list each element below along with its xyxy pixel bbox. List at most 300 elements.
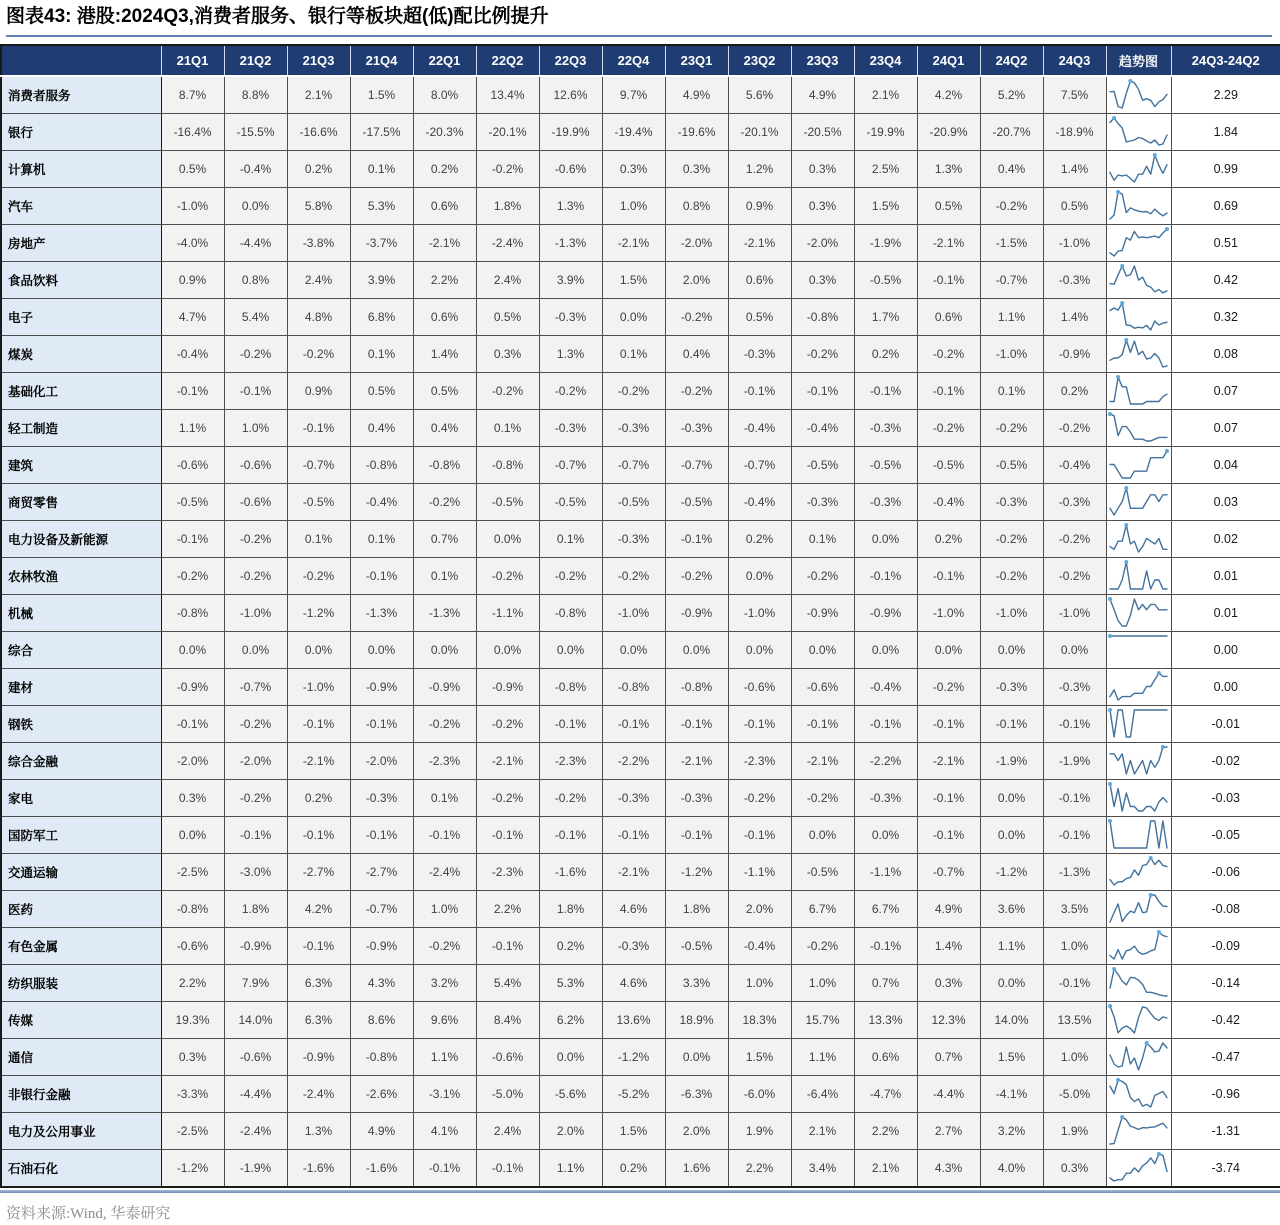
sparkline-cell: [1106, 779, 1171, 816]
value-cell: 0.0%: [602, 298, 665, 335]
value-cell: 0.0%: [854, 631, 917, 668]
table-row: [1, 557, 1280, 594]
value-cell: 1.5%: [854, 187, 917, 224]
value-cell: 0.0%: [980, 779, 1043, 816]
value-cell: 2.1%: [854, 76, 917, 114]
value-cell: -0.2%: [665, 372, 728, 409]
value-cell: -0.3%: [854, 779, 917, 816]
value-cell: -1.9%: [854, 224, 917, 261]
value-cell: -2.1%: [917, 742, 980, 779]
sector-label-cell: 商贸零售: [1, 483, 161, 520]
value-cell: -0.6%: [224, 446, 287, 483]
value-cell: -0.3%: [1043, 261, 1106, 298]
value-cell: 2.0%: [665, 261, 728, 298]
value-cell: 0.0%: [665, 1038, 728, 1075]
value-cell: -0.2%: [980, 409, 1043, 446]
value-cell: 0.6%: [917, 298, 980, 335]
value-cell: -1.1%: [728, 853, 791, 890]
value-cell: 0.0%: [224, 187, 287, 224]
value-cell: 0.0%: [476, 520, 539, 557]
value-cell: 3.4%: [791, 1149, 854, 1187]
value-cell: -0.9%: [224, 927, 287, 964]
change-cell: 0.51: [1171, 224, 1280, 261]
value-cell: 7.9%: [224, 964, 287, 1001]
value-cell: 0.0%: [728, 557, 791, 594]
value-cell: -2.3%: [539, 742, 602, 779]
change-cell: 0.04: [1171, 446, 1280, 483]
trend-sparkline: [1107, 151, 1170, 186]
value-cell: 13.5%: [1043, 1001, 1106, 1038]
sector-label-cell: 食品饮料: [1, 261, 161, 298]
change-cell: 0.07: [1171, 409, 1280, 446]
value-cell: -0.1%: [917, 557, 980, 594]
value-cell: 0.2%: [413, 150, 476, 187]
sparkline-cell: [1106, 446, 1171, 483]
page-title: 图表43: 港股:2024Q3,消费者服务、银行等板块超(低)配比例提升: [6, 6, 549, 27]
change-cell: -0.47: [1171, 1038, 1280, 1075]
change-cell: -0.05: [1171, 816, 1280, 853]
value-cell: 9.6%: [413, 1001, 476, 1038]
value-cell: -0.4%: [224, 150, 287, 187]
value-cell: 1.1%: [161, 409, 224, 446]
sector-label-cell: 基础化工: [1, 372, 161, 409]
value-cell: -20.1%: [476, 113, 539, 150]
value-cell: -1.3%: [413, 594, 476, 631]
value-cell: -0.2%: [791, 335, 854, 372]
value-cell: -0.6%: [224, 1038, 287, 1075]
value-cell: 0.1%: [413, 557, 476, 594]
value-cell: -1.0%: [917, 594, 980, 631]
sparkline-cell: [1106, 1001, 1171, 1038]
value-cell: -4.4%: [224, 224, 287, 261]
column-header: 22Q4: [602, 45, 665, 76]
value-cell: 1.5%: [980, 1038, 1043, 1075]
sparkline-cell: [1106, 927, 1171, 964]
value-cell: -0.1%: [287, 816, 350, 853]
value-cell: -0.2%: [602, 557, 665, 594]
change-cell: -0.02: [1171, 742, 1280, 779]
value-cell: 0.0%: [980, 816, 1043, 853]
value-cell: 1.5%: [602, 261, 665, 298]
sector-label-cell: 医药: [1, 890, 161, 927]
value-cell: 0.5%: [161, 150, 224, 187]
value-cell: -0.1%: [161, 705, 224, 742]
value-cell: 1.1%: [980, 298, 1043, 335]
value-cell: -0.2%: [980, 187, 1043, 224]
value-cell: -0.3%: [854, 409, 917, 446]
value-cell: 14.0%: [980, 1001, 1043, 1038]
table-row: [1, 224, 1280, 261]
value-cell: -0.2%: [917, 335, 980, 372]
value-cell: -0.1%: [791, 705, 854, 742]
sector-label-cell: 消费者服务: [1, 76, 161, 114]
value-cell: -2.7%: [287, 853, 350, 890]
value-cell: 0.3%: [1043, 1149, 1106, 1187]
value-cell: 18.3%: [728, 1001, 791, 1038]
trend-sparkline: [1107, 1002, 1170, 1037]
column-header: 21Q1: [161, 45, 224, 76]
sparkline-cell: [1106, 1112, 1171, 1149]
value-cell: -4.1%: [980, 1075, 1043, 1112]
value-cell: 1.8%: [224, 890, 287, 927]
value-cell: -20.7%: [980, 113, 1043, 150]
table-row: [1, 631, 1280, 668]
value-cell: -0.1%: [1043, 964, 1106, 1001]
value-cell: -1.0%: [980, 335, 1043, 372]
sparkline-cell: [1106, 1149, 1171, 1187]
value-cell: -0.1%: [728, 372, 791, 409]
value-cell: 1.1%: [980, 927, 1043, 964]
sparkline-cell: [1106, 150, 1171, 187]
table-row: [1, 261, 1280, 298]
trend-sparkline: [1107, 410, 1170, 445]
value-cell: -0.7%: [224, 668, 287, 705]
value-cell: 0.1%: [980, 372, 1043, 409]
value-cell: -0.1%: [224, 816, 287, 853]
value-cell: 0.1%: [287, 520, 350, 557]
column-header: 21Q4: [350, 45, 413, 76]
value-cell: -2.5%: [161, 1112, 224, 1149]
value-cell: -19.4%: [602, 113, 665, 150]
value-cell: -2.1%: [413, 224, 476, 261]
value-cell: 2.0%: [728, 890, 791, 927]
trend-sparkline: [1107, 965, 1170, 1000]
value-cell: 6.8%: [350, 298, 413, 335]
value-cell: -1.0%: [1043, 224, 1106, 261]
value-cell: 4.6%: [602, 964, 665, 1001]
value-cell: -0.1%: [980, 705, 1043, 742]
value-cell: -2.1%: [728, 224, 791, 261]
value-cell: -20.9%: [917, 113, 980, 150]
value-cell: 4.8%: [287, 298, 350, 335]
value-cell: -0.4%: [728, 409, 791, 446]
change-cell: 0.00: [1171, 631, 1280, 668]
value-cell: 2.7%: [917, 1112, 980, 1149]
sector-allocation-table: [0, 44, 1280, 1188]
value-cell: -0.2%: [539, 557, 602, 594]
table-row: [1, 409, 1280, 446]
table-row: [1, 1075, 1280, 1112]
value-cell: 0.4%: [980, 150, 1043, 187]
value-cell: -0.1%: [854, 372, 917, 409]
value-cell: 1.4%: [1043, 298, 1106, 335]
value-cell: 0.5%: [917, 187, 980, 224]
value-cell: -0.1%: [413, 1149, 476, 1187]
value-cell: -0.7%: [350, 890, 413, 927]
value-cell: -0.3%: [980, 483, 1043, 520]
value-cell: -0.9%: [854, 594, 917, 631]
value-cell: -19.9%: [854, 113, 917, 150]
sparkline-cell: [1106, 742, 1171, 779]
value-cell: -0.7%: [602, 446, 665, 483]
value-cell: 2.2%: [854, 1112, 917, 1149]
change-cell: 1.84: [1171, 113, 1280, 150]
value-cell: 5.8%: [287, 187, 350, 224]
sparkline-cell: [1106, 705, 1171, 742]
value-cell: -6.0%: [728, 1075, 791, 1112]
value-cell: -1.9%: [980, 742, 1043, 779]
value-cell: 1.0%: [413, 890, 476, 927]
value-cell: -2.5%: [161, 853, 224, 890]
change-cell: -0.42: [1171, 1001, 1280, 1038]
change-cell: -0.06: [1171, 853, 1280, 890]
value-cell: -0.8%: [350, 1038, 413, 1075]
value-cell: -0.5%: [665, 483, 728, 520]
source-note: 资料来源:Wind, 华泰研究: [6, 1205, 171, 1222]
trend-sparkline: [1107, 484, 1170, 519]
value-cell: -0.5%: [854, 446, 917, 483]
table-row: [1, 1112, 1280, 1149]
column-header: 22Q2: [476, 45, 539, 76]
table-row: [1, 372, 1280, 409]
value-cell: 7.5%: [1043, 76, 1106, 114]
value-cell: -0.2%: [1043, 409, 1106, 446]
sector-label-cell: 传媒: [1, 1001, 161, 1038]
value-cell: -0.1%: [413, 816, 476, 853]
value-cell: 1.7%: [854, 298, 917, 335]
change-cell: 2.29: [1171, 76, 1280, 114]
value-cell: -0.2%: [476, 150, 539, 187]
trend-sparkline: [1107, 891, 1170, 926]
column-header: 22Q1: [413, 45, 476, 76]
value-cell: 0.7%: [854, 964, 917, 1001]
value-cell: -3.0%: [224, 853, 287, 890]
value-cell: -0.1%: [1043, 705, 1106, 742]
value-cell: -2.3%: [728, 742, 791, 779]
value-cell: -0.2%: [917, 668, 980, 705]
value-cell: 0.3%: [791, 187, 854, 224]
change-cell: -0.14: [1171, 964, 1280, 1001]
value-cell: -1.9%: [1043, 742, 1106, 779]
value-cell: 4.3%: [917, 1149, 980, 1187]
table-row: [1, 890, 1280, 927]
column-header: 24Q2: [980, 45, 1043, 76]
value-cell: -0.2%: [665, 557, 728, 594]
sparkline-cell: [1106, 1075, 1171, 1112]
value-cell: -2.0%: [791, 224, 854, 261]
value-cell: 3.9%: [539, 261, 602, 298]
value-cell: -0.2%: [476, 705, 539, 742]
value-cell: -0.1%: [287, 409, 350, 446]
value-cell: -2.3%: [413, 742, 476, 779]
value-cell: 1.0%: [224, 409, 287, 446]
value-cell: -0.2%: [413, 705, 476, 742]
table-row: [1, 187, 1280, 224]
value-cell: 2.4%: [476, 261, 539, 298]
table-body: [1, 76, 1280, 1187]
value-cell: 1.2%: [728, 150, 791, 187]
value-cell: -0.8%: [161, 890, 224, 927]
value-cell: 14.0%: [224, 1001, 287, 1038]
value-cell: -2.4%: [413, 853, 476, 890]
value-cell: -0.5%: [791, 446, 854, 483]
value-cell: -0.1%: [1043, 816, 1106, 853]
value-cell: 0.4%: [665, 335, 728, 372]
value-cell: -1.6%: [350, 1149, 413, 1187]
value-cell: 6.7%: [791, 890, 854, 927]
value-cell: -0.1%: [917, 261, 980, 298]
value-cell: -0.8%: [413, 446, 476, 483]
value-cell: -0.8%: [350, 446, 413, 483]
value-cell: -0.2%: [539, 372, 602, 409]
sparkline-cell: [1106, 631, 1171, 668]
value-cell: 0.0%: [980, 964, 1043, 1001]
value-cell: 1.0%: [791, 964, 854, 1001]
value-cell: -0.2%: [224, 779, 287, 816]
value-cell: 13.3%: [854, 1001, 917, 1038]
sector-label-cell: 电力设备及新能源: [1, 520, 161, 557]
value-cell: 0.3%: [602, 150, 665, 187]
value-cell: 0.3%: [161, 779, 224, 816]
value-cell: -0.1%: [161, 372, 224, 409]
value-cell: 0.0%: [665, 631, 728, 668]
trend-sparkline: [1107, 780, 1170, 815]
value-cell: -5.0%: [476, 1075, 539, 1112]
value-cell: -6.3%: [665, 1075, 728, 1112]
value-cell: -0.9%: [476, 668, 539, 705]
value-cell: -0.3%: [665, 779, 728, 816]
value-cell: 0.3%: [917, 964, 980, 1001]
value-cell: -0.2%: [413, 483, 476, 520]
sector-label-cell: 计算机: [1, 150, 161, 187]
value-cell: 0.9%: [161, 261, 224, 298]
value-cell: 0.2%: [539, 927, 602, 964]
value-cell: -4.4%: [224, 1075, 287, 1112]
value-cell: 12.3%: [917, 1001, 980, 1038]
value-cell: -0.1%: [476, 816, 539, 853]
trend-sparkline: [1107, 706, 1170, 741]
value-cell: -2.1%: [665, 742, 728, 779]
value-cell: -1.0%: [602, 594, 665, 631]
value-cell: 0.0%: [791, 816, 854, 853]
value-cell: -0.5%: [602, 483, 665, 520]
value-cell: 0.5%: [413, 372, 476, 409]
value-cell: 0.2%: [287, 150, 350, 187]
value-cell: 1.8%: [665, 890, 728, 927]
value-cell: 5.6%: [728, 76, 791, 114]
value-cell: 1.5%: [602, 1112, 665, 1149]
value-cell: 2.0%: [665, 1112, 728, 1149]
value-cell: -0.2%: [791, 927, 854, 964]
value-cell: 3.3%: [665, 964, 728, 1001]
value-cell: -0.8%: [539, 594, 602, 631]
value-cell: -0.5%: [287, 483, 350, 520]
value-cell: 4.2%: [917, 76, 980, 114]
value-cell: 5.3%: [350, 187, 413, 224]
title-divider: [6, 35, 1272, 37]
value-cell: 1.6%: [665, 1149, 728, 1187]
value-cell: -0.1%: [287, 705, 350, 742]
value-cell: 1.3%: [539, 335, 602, 372]
change-cell: -0.08: [1171, 890, 1280, 927]
trend-sparkline: [1107, 225, 1170, 260]
value-cell: -0.2%: [224, 705, 287, 742]
value-cell: -0.5%: [980, 446, 1043, 483]
change-cell: 0.01: [1171, 594, 1280, 631]
value-cell: -5.2%: [602, 1075, 665, 1112]
value-cell: 2.2%: [476, 890, 539, 927]
value-cell: -0.2%: [980, 520, 1043, 557]
change-cell: 0.02: [1171, 520, 1280, 557]
header-row: [1, 45, 1280, 76]
value-cell: -0.5%: [539, 483, 602, 520]
sector-label-cell: 汽车: [1, 187, 161, 224]
value-cell: 8.8%: [224, 76, 287, 114]
value-cell: -0.7%: [665, 446, 728, 483]
value-cell: -1.0%: [287, 668, 350, 705]
value-cell: -0.6%: [728, 668, 791, 705]
value-cell: -0.9%: [413, 668, 476, 705]
value-cell: 0.0%: [728, 631, 791, 668]
value-cell: -0.9%: [791, 594, 854, 631]
value-cell: -0.5%: [917, 446, 980, 483]
value-cell: -0.1%: [917, 372, 980, 409]
value-cell: -0.6%: [791, 668, 854, 705]
value-cell: 1.1%: [413, 1038, 476, 1075]
sparkline-cell: [1106, 335, 1171, 372]
value-cell: -19.6%: [665, 113, 728, 150]
value-cell: -2.4%: [476, 224, 539, 261]
sector-label-cell: 房地产: [1, 224, 161, 261]
value-cell: 0.1%: [413, 779, 476, 816]
value-cell: -17.5%: [350, 113, 413, 150]
value-cell: -0.1%: [791, 372, 854, 409]
value-cell: -1.6%: [287, 1149, 350, 1187]
value-cell: -1.1%: [854, 853, 917, 890]
value-cell: -2.0%: [161, 742, 224, 779]
column-header: 21Q2: [224, 45, 287, 76]
value-cell: 2.0%: [539, 1112, 602, 1149]
value-cell: -0.2%: [224, 335, 287, 372]
value-cell: -0.2%: [476, 557, 539, 594]
value-cell: -1.3%: [350, 594, 413, 631]
value-cell: -0.9%: [665, 594, 728, 631]
value-cell: -16.6%: [287, 113, 350, 150]
value-cell: 0.3%: [791, 150, 854, 187]
sector-label-cell: 建材: [1, 668, 161, 705]
change-cell: -0.03: [1171, 779, 1280, 816]
sparkline-cell: [1106, 76, 1171, 114]
value-cell: -2.2%: [854, 742, 917, 779]
value-cell: -2.0%: [350, 742, 413, 779]
value-cell: 0.7%: [917, 1038, 980, 1075]
value-cell: -0.6%: [161, 446, 224, 483]
value-cell: 1.0%: [1043, 927, 1106, 964]
value-cell: -0.5%: [791, 853, 854, 890]
value-cell: -3.8%: [287, 224, 350, 261]
value-cell: 4.3%: [350, 964, 413, 1001]
value-cell: -0.1%: [161, 520, 224, 557]
column-header: 23Q2: [728, 45, 791, 76]
value-cell: 0.0%: [1043, 631, 1106, 668]
value-cell: -0.3%: [539, 409, 602, 446]
column-header: 23Q4: [854, 45, 917, 76]
value-cell: -2.0%: [665, 224, 728, 261]
value-cell: 8.0%: [413, 76, 476, 114]
trend-sparkline: [1107, 1113, 1170, 1148]
value-cell: 0.1%: [602, 335, 665, 372]
value-cell: -0.1%: [287, 927, 350, 964]
value-cell: 0.1%: [350, 520, 413, 557]
value-cell: -0.2%: [287, 557, 350, 594]
value-cell: -0.6%: [539, 150, 602, 187]
value-cell: 0.0%: [602, 631, 665, 668]
value-cell: 0.0%: [854, 520, 917, 557]
trend-sparkline: [1107, 1039, 1170, 1074]
value-cell: 4.1%: [413, 1112, 476, 1149]
value-cell: -0.3%: [1043, 483, 1106, 520]
value-cell: -0.2%: [980, 557, 1043, 594]
